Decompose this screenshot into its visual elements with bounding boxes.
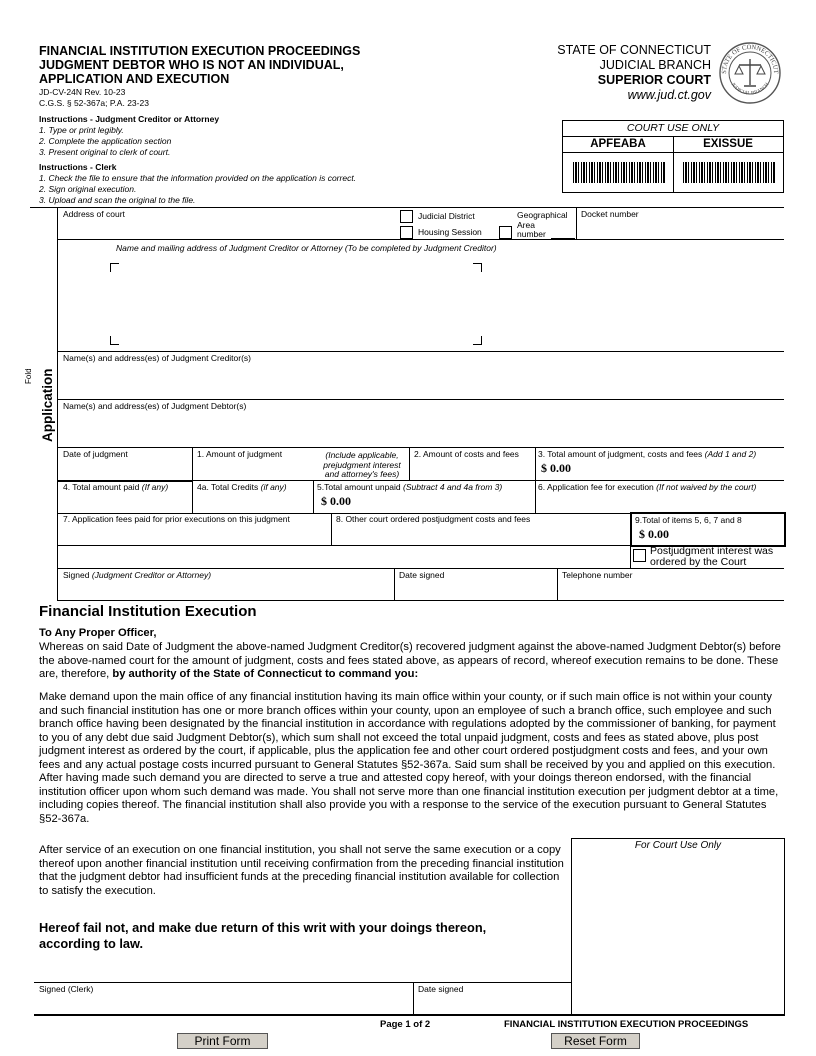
form-number: JD-CV-24N Rev. 10-23 [39, 87, 126, 97]
court-use-only-box [562, 120, 784, 193]
demand-paragraph: Make demand upon the main office of any financial institution having its main office within your county, or if such main office is not within your county and such financial institution has one or more branch offices within your county, upon an employee of such a branch office, such employee and such branch office having been designated by the financial institution in accordance with regulations adopted by the commissioner of banking, for payment to you of any debt due said Judgment Debtor(s), which sum shall not exceed the total unpaid judgment, costs and fees as stated above, plus post judgment interest as ordered by the court, if applicable, plus the application fee and other court ordered postjudgment costs and fees, and your own fees and any actual postage costs incurred pursuant to General Statutes §52-367a. Said sum shall be received by you and applied on this execution. After having made such demand you are directed to serve a true and attested copy hereof, with your doings thereon endorsed, with the financial institution officer upon whom such demand was made. You shall not serve more than one financial institution execution per judgment debtor at a time, including copies thereof. The financial institution shall also provide you with a response to the service of the execution pursuant to General Statutes §52-367a. [39, 691, 779, 825]
total-unpaid-text: 5.Total amount unpaid [317, 482, 404, 492]
branch-name: JUDICIAL BRANCH [599, 58, 711, 72]
clerk-step: 3. Upload and scan the original to the file. [39, 195, 196, 205]
clerk-signed-label: Signed (Clerk) [39, 984, 94, 994]
total-amount-text: 3. Total amount of judgment, costs and fees [538, 449, 705, 459]
title-line-1: FINANCIAL INSTITUTION EXECUTION PROCEEDINGS [39, 44, 361, 58]
after-service-paragraph: After service of an execution on one financial institution, you shall not serve the same execution or a copy thereof upon another financial institution until receiving confirmation from the preceding financial institution that the judgment debtor had insufficient funds at the preceding financial institution available for collection to satisfy the execution. [39, 844, 564, 897]
clerk-instructions [39, 173, 356, 206]
print-form-button[interactable]: Print Form [177, 1033, 268, 1049]
postjudgment-line: Postjudgment interest was [650, 545, 774, 557]
creditor-signature-input[interactable] [60, 581, 390, 598]
whereas-command: by authority of the State of Connecticut to command you: [112, 668, 419, 680]
total-credits-text: 4a. Total Credits [197, 482, 261, 492]
creditor-date-signed-label: Date signed [399, 570, 445, 580]
other-costs-label: 8. Other court ordered postjudgment costs and fees [336, 514, 531, 524]
hereof-fail-not: Hereof fail not, and make due return of this writ with your doings thereon, according to law. [39, 920, 487, 951]
court-name: SUPERIOR COURT [597, 73, 711, 87]
total-credits-note: (if any) [260, 482, 287, 492]
judgment-creditors-input[interactable] [60, 364, 780, 397]
postjudgment-line: ordered by the Court [650, 556, 747, 568]
footer-title: FINANCIAL INSTITUTION EXECUTION PROCEEDINGS [504, 1019, 749, 1030]
creditor-step: 1. Type or print legibly. [39, 125, 124, 135]
barcode-icon [573, 162, 665, 183]
costs-and-fees-input[interactable] [412, 460, 532, 478]
telephone-input[interactable] [560, 581, 780, 598]
judicial-district-checkbox[interactable] [400, 210, 413, 223]
geographical-area-checkbox[interactable] [499, 226, 512, 239]
clerk-date-signed-input[interactable] [416, 995, 568, 1012]
clerk-signature-input[interactable] [36, 995, 408, 1012]
barcode-icon [683, 162, 775, 183]
to-any-proper-officer: To Any Proper Officer, [39, 627, 157, 639]
judgment-debtors-input[interactable] [60, 412, 780, 445]
prior-fees-label: 7. Application fees paid for prior executions on this judgment [63, 514, 290, 524]
geo-area-line: number [517, 229, 546, 239]
total-unpaid-note: (Subtract 4 and 4a from 3) [403, 482, 503, 492]
clerk-instructions-heading: Instructions - Clerk [39, 162, 117, 172]
include-note-line: (Include applicable, [325, 450, 399, 460]
creditor-step: 2. Complete the application section [39, 136, 172, 146]
code-apfeaba: APFEABA [590, 138, 646, 150]
total-credits-input[interactable] [195, 493, 310, 511]
total-items-value: $ 0.00 [639, 527, 669, 541]
seal-top-text: STATE OF CONNECTICUT [720, 43, 780, 74]
geo-area-label [517, 211, 568, 240]
include-note [310, 451, 414, 480]
creditor-instructions [39, 125, 171, 158]
creditor-step: 3. Present original to clerk of court. [39, 147, 171, 157]
total-unpaid-label [317, 482, 502, 492]
postjudgment-interest-checkbox[interactable] [633, 549, 646, 562]
total-paid-input[interactable] [60, 493, 190, 511]
for-court-use-only-box [571, 838, 785, 1016]
docket-number-input[interactable] [580, 220, 780, 238]
address-of-court-label: Address of court [63, 209, 125, 219]
total-amount-note: (Add 1 and 2) [704, 449, 757, 459]
housing-session-label: Housing Session [418, 227, 482, 237]
application-fee-text: 6. Application fee for execution [538, 482, 657, 492]
whereas-text: Whereas on said Date of Judgment the above-named Judgment Creditor(s) recovered judgment against the above-named Judgment Debtor(s) before the above-named court for the amount of judgment, costs and fees stated above, as appears of record, whereof execution remains to be done. These are, therefore, [39, 641, 781, 680]
docket-number-label: Docket number [581, 209, 639, 219]
amount-of-judgment-label: 1. Amount of judgment [197, 449, 283, 459]
whereas-paragraph [39, 641, 784, 682]
other-costs-input[interactable] [334, 526, 626, 543]
title-line-2: JUDGMENT DEBTOR WHO IS NOT AN INDIVIDUAL, [39, 58, 344, 72]
form-title [39, 44, 360, 86]
total-amount-label [538, 449, 756, 459]
judgment-debtors-label: Name(s) and address(es) of Judgment Debtor(s) [63, 401, 247, 411]
postjudgment-interest-label [650, 546, 773, 568]
reset-form-button[interactable]: Reset Form [551, 1033, 640, 1049]
code-exissue: EXISSUE [703, 138, 753, 150]
geo-area-line: Geographical [517, 210, 568, 220]
for-court-use-only-label: For Court Use Only [634, 840, 722, 851]
statute: C.G.S. § 52-367a; P.A. 23-23 [39, 98, 149, 108]
total-credits-label [197, 482, 287, 492]
clerk-step: 1. Check the file to ensure that the information provided on the application is correct. [39, 173, 357, 183]
page-number: Page 1 of 2 [380, 1019, 431, 1030]
judicial-district-label: Judicial District [418, 211, 475, 221]
website: www.jud.ct.gov [627, 88, 711, 102]
title-line-3: APPLICATION AND EXECUTION [39, 72, 230, 86]
creditor-instructions-heading: Instructions - Judgment Creditor or Attorney [39, 114, 220, 124]
application-fee-label [538, 482, 756, 492]
application-fee-note: (If not waived by the court) [656, 482, 757, 492]
mailing-address-label: Name and mailing address of Judgment Creditor or Attorney (To be completed by Judgment Creditor) [116, 243, 497, 253]
total-items-label: 9.Total of items 5, 6, 7 and 8 [635, 515, 742, 525]
include-note-line: prejudgment interest [323, 459, 401, 470]
application-label: Application [40, 368, 55, 442]
state-seal-icon [718, 41, 782, 105]
state-name: STATE OF CONNECTICUT [557, 43, 711, 57]
costs-and-fees-label: 2. Amount of costs and fees [414, 449, 519, 459]
address-of-court-input[interactable] [60, 220, 396, 238]
creditor-date-signed-input[interactable] [397, 581, 552, 598]
court-use-only-title: COURT USE ONLY [626, 122, 720, 134]
include-note-line: and attorney's fees) [324, 469, 400, 479]
creditor-signed-text: Signed [63, 570, 92, 580]
total-paid-label [63, 482, 168, 492]
fold-label: Fold [24, 368, 33, 384]
housing-session-checkbox[interactable] [400, 226, 413, 239]
total-paid-note: (If any) [141, 482, 169, 492]
application-fee-input[interactable] [538, 493, 778, 511]
total-unpaid-value: $ 0.00 [321, 494, 351, 508]
clerk-date-signed-label: Date signed [418, 984, 464, 994]
prior-fees-input[interactable] [60, 526, 328, 543]
telephone-label: Telephone number [562, 570, 633, 580]
total-paid-text: 4. Total amount paid [63, 482, 142, 492]
creditor-signed-note: (Judgment Creditor or Attorney) [91, 570, 212, 580]
total-items-box [630, 512, 786, 547]
clerk-step: 2. Sign original execution. [39, 184, 137, 194]
geo-area-line: Area [517, 219, 535, 230]
total-amount-value: $ 0.00 [541, 461, 571, 475]
judgment-creditors-label: Name(s) and address(es) of Judgment Creditor(s) [63, 353, 252, 363]
date-of-judgment-input[interactable] [60, 460, 190, 478]
creditor-signed-label [63, 570, 211, 580]
execution-heading: Financial Institution Execution [39, 603, 257, 620]
date-of-judgment-label: Date of judgment [63, 449, 128, 459]
seal-bottom-text: JUDICIAL BRANCH [729, 82, 771, 97]
mailing-address-input[interactable] [110, 262, 482, 346]
